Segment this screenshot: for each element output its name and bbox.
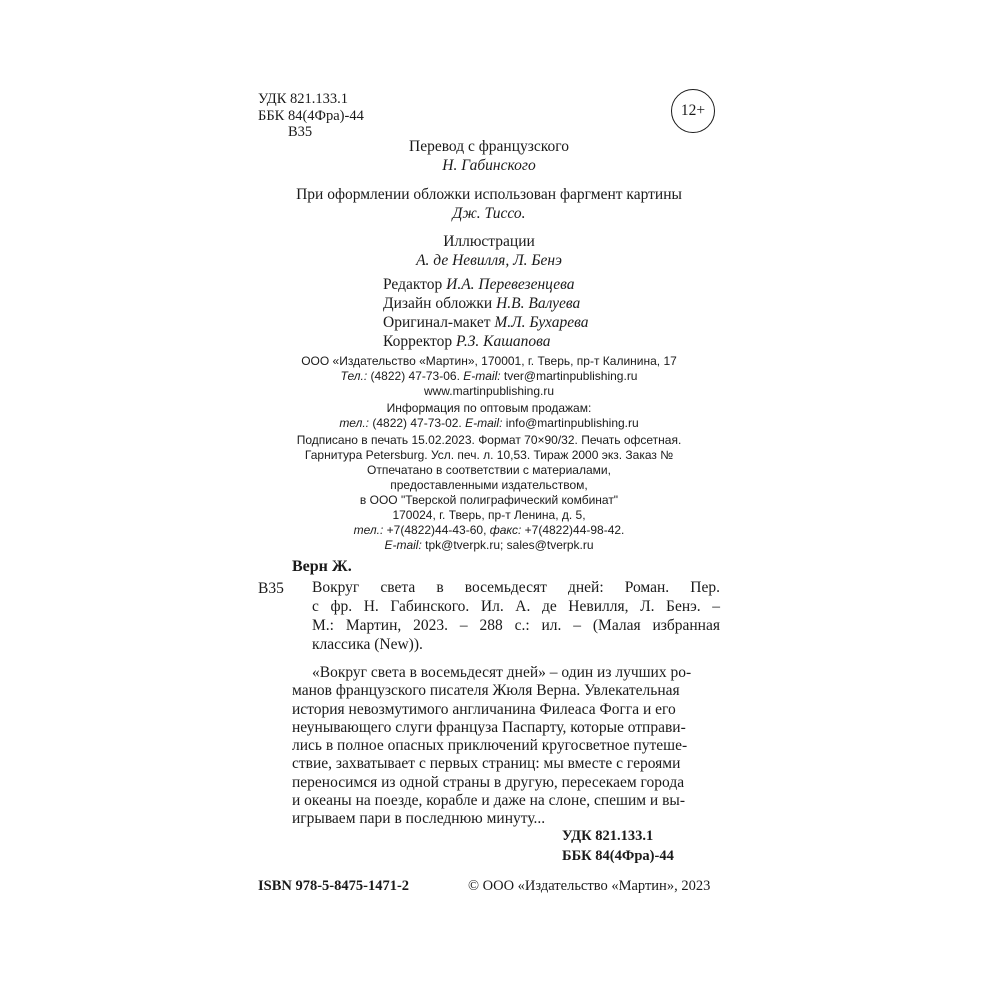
isbn: ISBN 978-5-8475-1471-2 (258, 878, 410, 894)
tel-label: тел.: (353, 523, 384, 537)
cover-note: При оформлении обложки использован фаргмент картины (296, 186, 682, 203)
annotation-line: манов французского писателя Жюля Верна. Увлекательная (292, 682, 680, 700)
staff-layout (383, 313, 588, 332)
annotation-line: история невозмутимого англичанина Филеаса Фогга и его (292, 700, 676, 718)
printing-note-1: Отпечатано в соответствии с материалами, (367, 463, 611, 477)
printing-info (258, 433, 720, 553)
catalog-entry (312, 578, 720, 654)
annotation-line: переносимся из одной страны в другую, пересекаем города (292, 773, 685, 791)
catalog-line: классика (New)). (312, 636, 423, 653)
printing-company: в ООО "Тверской полиграфический комбинат" (359, 493, 619, 507)
annotation-line: «Вокруг света в восемьдесят дней» – один из лучших ро- (312, 664, 692, 681)
tel-label: тел.: (339, 416, 370, 430)
udk-code: УДК 821.133.1 (258, 91, 348, 107)
publisher-address: ООО «Издательство «Мартин», 170001, г. Тверь, пр-т Калинина, 17 (301, 354, 677, 368)
age-rating-badge (671, 89, 715, 133)
email-value: tpk@tverpk.ru; sales@tverpk.ru (421, 538, 594, 552)
illustrators-names: А. де Невилля, Л. Бенэ (416, 252, 562, 269)
wholesale-title: Информация по оптовым продажам: (386, 401, 592, 415)
fax-value: +7(4822)44-98-42. (521, 523, 625, 537)
age-rating-text: 12+ (680, 102, 706, 119)
tel-value: (4822) 47-73-06. (367, 369, 464, 383)
translation-label: Перевод с французского (409, 138, 569, 155)
annotation-line: лись в полное опасных приключений кругосветное путеше- (292, 737, 688, 755)
printing-signed: Подписано в печать 15.02.2023. Формат 70×90/32. Печать офсетная. (296, 433, 682, 447)
staff-name: Р.З. Кашапова (455, 333, 551, 350)
email-label: E-mail: (384, 538, 422, 552)
annotation-line: ствие, захватывает с первых страниц: мы вместе с героями (292, 755, 681, 773)
printing-emails (258, 538, 720, 553)
bbk-code: ББК 84(4Фра)-44 (258, 107, 364, 124)
footer-codes (562, 826, 674, 866)
annotation-line: игрываем пари в последнюю минуту... (292, 810, 546, 828)
catalog-code: В35 (258, 580, 284, 597)
illustrations-label: Иллюстрации (443, 233, 535, 250)
footer-udk: УДК 821.133.1 (562, 828, 654, 844)
staff-role: Редактор (383, 276, 443, 293)
staff-list (383, 275, 588, 351)
staff-editor (383, 275, 588, 294)
fax-label: факс: (489, 523, 522, 537)
cover-artist: Дж. Тиссо. (452, 205, 526, 222)
staff-name: И.А. Перевезенцева (446, 276, 575, 293)
staff-name: Н.В. Валуева (496, 295, 581, 312)
publisher-website: www.martinpublishing.ru (423, 384, 555, 398)
staff-name: М.Л. Бухарева (494, 314, 589, 331)
publisher-contacts (258, 369, 720, 384)
translator-name: Н. Габинского (442, 157, 536, 174)
author-mark: В35 (288, 124, 313, 140)
publisher-info (258, 354, 720, 399)
printing-phones (258, 523, 720, 538)
tel-value: +7(4822)44-43-60, (383, 523, 490, 537)
staff-role: Оригинал-макет (383, 314, 491, 331)
printing-address: 170024, г. Тверь, пр-т Ленина, д. 5, (392, 508, 586, 522)
annotation-line: и океаны на поезде, корабле и даже на слоне, спешим и вы- (292, 792, 685, 810)
catalog-author: Верн Ж. (292, 558, 352, 575)
staff-role: Корректор (383, 333, 453, 350)
printing-note-2: предоставленными издательством, (390, 478, 588, 492)
wholesale-info (258, 401, 720, 431)
catalog-line: Вокруг света в восемьдесят дней: Роман. Пер. (312, 579, 720, 596)
staff-role: Дизайн обложки (383, 295, 493, 312)
footer-bbk: ББК 84(4Фра)-44 (562, 848, 674, 864)
email-label: E-mail: (463, 369, 501, 383)
printing-specs: Гарнитура Petersburg. Усл. печ. л. 10,53. Тираж 2000 экз. Заказ № (304, 448, 674, 462)
email-value: info@martinpublishing.ru (502, 416, 639, 430)
tel-value: (4822) 47-73-02. (369, 416, 466, 430)
annotation (292, 664, 720, 829)
catalog-line: с фр. Н. Габинского. Ил. А. де Невилля, Л. Бенэ. – (312, 598, 720, 615)
email-value: tver@martinpublishing.ru (500, 369, 638, 383)
staff-proofreader (383, 332, 588, 351)
catalog-line: М.: Мартин, 2023. – 288 с.: ил. – (Малая избранная (312, 617, 720, 634)
email-label: E-mail: (465, 416, 503, 430)
annotation-line: неунывающего слуги француза Паспарту, которые отправи- (292, 718, 686, 736)
copyright: © ООО «Издательство «Мартин», 2023 (468, 878, 711, 894)
staff-cover-designer (383, 294, 588, 313)
tel-label: Тел.: (340, 369, 368, 383)
wholesale-contacts (258, 416, 720, 431)
classification-codes (258, 91, 364, 141)
